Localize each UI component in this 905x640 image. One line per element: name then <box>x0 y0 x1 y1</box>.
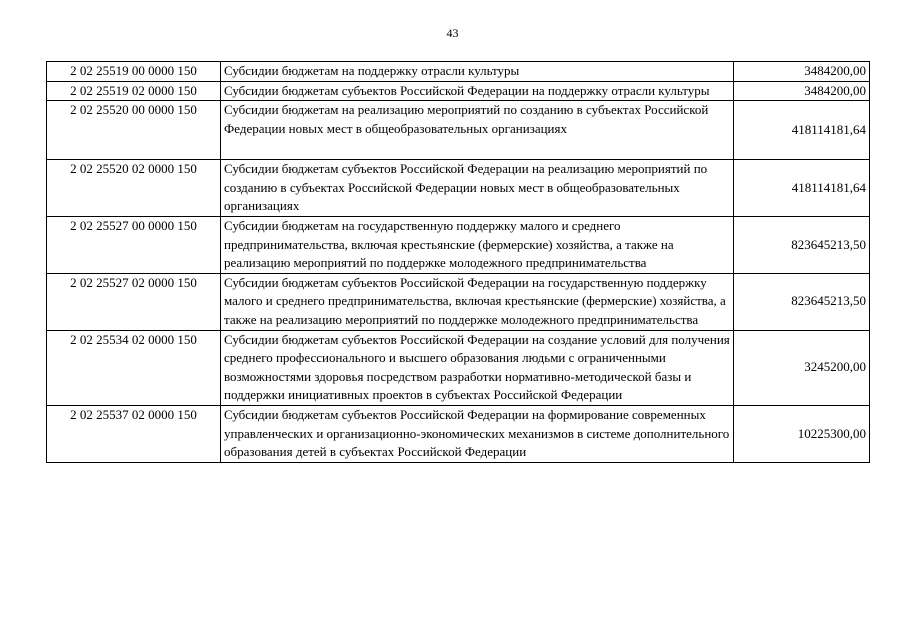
budget-code-cell: 2 02 25520 00 0000 150 <box>47 101 221 160</box>
revenue-name-cell: Субсидии бюджетам субъектов Российской Федерации на реализацию мероприятий по созданию в субъектах Российской Федерации новых мест в общеобразовательных организациях <box>221 160 734 217</box>
table-row <box>47 216 870 273</box>
budget-code-cell: 2 02 25534 02 0000 150 <box>47 330 221 405</box>
amount-cell: 10225300,00 <box>734 405 870 462</box>
table-row <box>47 160 870 217</box>
table-row <box>47 273 870 330</box>
revenue-name-cell: Субсидии бюджетам субъектов Российской Федерации на создание условий для получения среднего профессионального и высшего образования людьми с ограниченными возможностями здоровья посредством разработки нормативно-методической базы и поддержки инициативных проектов в субъектах Российской Федерации <box>221 330 734 405</box>
amount-cell: 418114181,64 <box>734 160 870 217</box>
revenue-name-cell: Субсидии бюджетам субъектов Российской Федерации на поддержку отрасли культуры <box>221 81 734 101</box>
revenue-name-cell: Субсидии бюджетам на реализацию мероприятий по созданию в субъектах Российской Федерации новых мест в общеобразовательных организациях <box>221 101 734 160</box>
budget-revenue-table <box>46 61 870 463</box>
amount-cell: 3484200,00 <box>734 81 870 101</box>
table-row <box>47 405 870 462</box>
budget-code-cell: 2 02 25527 02 0000 150 <box>47 273 221 330</box>
budget-code-cell: 2 02 25519 00 0000 150 <box>47 62 221 82</box>
page-number: 43 <box>446 26 459 40</box>
budget-code-cell: 2 02 25527 00 0000 150 <box>47 216 221 273</box>
amount-cell: 3245200,00 <box>734 330 870 405</box>
budget-code-cell: 2 02 25537 02 0000 150 <box>47 405 221 462</box>
budget-code-cell: 2 02 25519 02 0000 150 <box>47 81 221 101</box>
revenue-name-cell: Субсидии бюджетам на государственную поддержку малого и среднего предпринимательства, включая крестьянские (фермерские) хозяйства, а также на реализацию мероприятий по поддержке молодежного предпринимательства <box>221 216 734 273</box>
revenue-name-cell: Субсидии бюджетам субъектов Российской Федерации на государственную поддержку малого и среднего предпринимательства, включая крестьянские (фермерские) хозяйства, а также на реализацию мероприятий по поддержке молодежного предпринимательства <box>221 273 734 330</box>
amount-cell: 823645213,50 <box>734 273 870 330</box>
revenue-name-cell: Субсидии бюджетам на поддержку отрасли культуры <box>221 62 734 82</box>
budget-code-cell: 2 02 25520 02 0000 150 <box>47 160 221 217</box>
table-row <box>47 81 870 101</box>
table-row <box>47 62 870 82</box>
amount-cell: 418114181,64 <box>734 101 870 160</box>
amount-cell: 823645213,50 <box>734 216 870 273</box>
revenue-name-cell: Субсидии бюджетам субъектов Российской Федерации на формирование современных управленческих и организационно-экономических механизмов в системе дополнительного образования детей в субъектах Российской Федерации <box>221 405 734 462</box>
table-row <box>47 101 870 160</box>
amount-cell: 3484200,00 <box>734 62 870 82</box>
table-row <box>47 330 870 405</box>
